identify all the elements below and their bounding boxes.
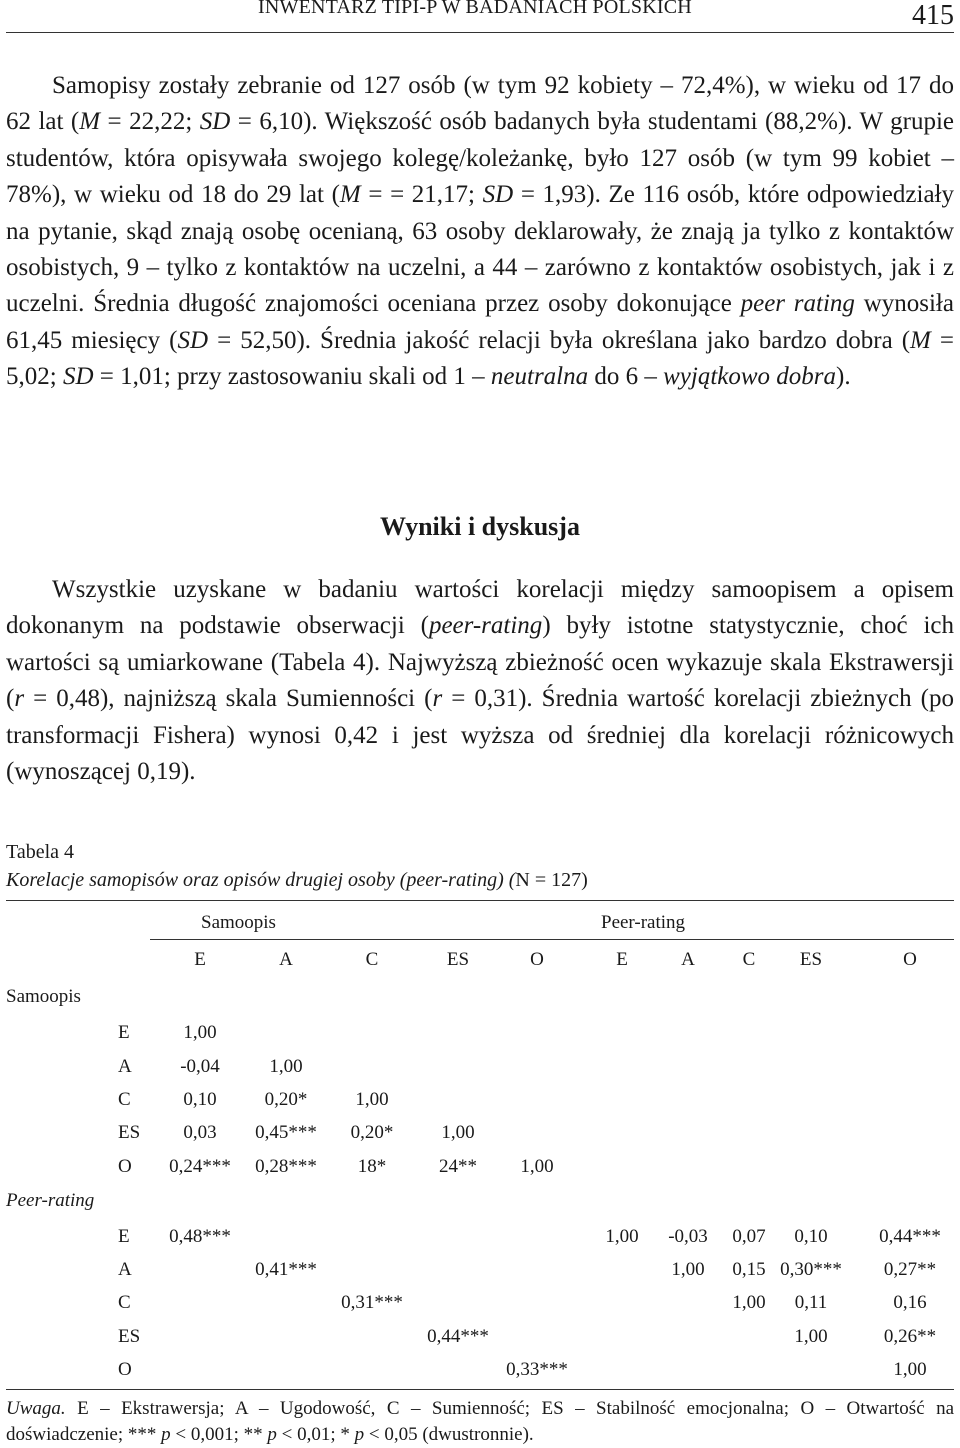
italic-run: p xyxy=(267,1424,277,1445)
table-cell: 0,48*** xyxy=(169,1226,231,1247)
text-run: < 0,01; * xyxy=(276,1424,355,1445)
table-note xyxy=(6,1396,954,1448)
text-run: ) były istotne statystycznie, choć ich wartości są umiarkowane (Tabela 4). Najwyższą zbieżność ocen wykazuje skala Ekstrawersji ( xyxy=(6,612,954,713)
column-header: C xyxy=(742,949,756,970)
table-cell: 0,44*** xyxy=(427,1326,489,1347)
row-label: ES xyxy=(118,1122,141,1143)
text-run: < 0,001; ** xyxy=(170,1424,268,1445)
row-label: E xyxy=(118,1226,130,1247)
table-label: Tabela 4 xyxy=(6,841,75,863)
italic-run: M xyxy=(339,181,361,209)
column-header: O xyxy=(530,949,544,970)
page-header xyxy=(0,0,960,40)
table-caption-italic: Korelacje samopisów oraz opisów drugiej osoby (peer-rating) ( xyxy=(6,869,516,891)
italic-run: r xyxy=(14,685,25,713)
section-heading: Wyniki i dyskusja xyxy=(380,512,580,541)
row-section-self: Samoopis xyxy=(6,986,81,1007)
table-cell: 0,44*** xyxy=(879,1226,941,1247)
italic-run: M xyxy=(79,108,101,136)
table-cell: 1,00 xyxy=(732,1292,766,1313)
table-cell: 1,00 xyxy=(441,1122,475,1143)
table-caption xyxy=(6,869,588,892)
table-bottom-rule xyxy=(6,1389,954,1390)
table-cell: 0,27** xyxy=(883,1259,937,1280)
text-run: = 1,01; przy zastosowaniu skali od 1 – xyxy=(93,363,491,391)
text-run: wynosiła 61,45 miesięcy ( xyxy=(6,290,954,354)
column-header: E xyxy=(194,949,206,970)
row-label: O xyxy=(118,1359,132,1380)
table-cell: 0,31*** xyxy=(341,1292,403,1313)
row-label: A xyxy=(118,1056,132,1077)
table-cell: 1,00 xyxy=(794,1326,828,1347)
text-run: Samopisy zostały zebranie od 127 osób (w tym 92 kobiety – 72,4%), w wieku od 17 do 62 lat ( xyxy=(6,72,954,136)
column-header: C xyxy=(365,949,379,970)
row-section-peer: Peer-rating xyxy=(6,1190,95,1211)
table-group-rule xyxy=(150,939,954,940)
text-run: ). xyxy=(836,363,851,391)
row-label: C xyxy=(118,1089,131,1110)
table-cell: 1,00 xyxy=(355,1089,389,1110)
table-cell: 0,20* xyxy=(350,1122,394,1143)
table-cell: 1,00 xyxy=(671,1259,705,1280)
italic-run: r xyxy=(432,685,443,713)
text-run: do 6 – xyxy=(588,363,664,391)
table-cell: 0,10 xyxy=(183,1089,217,1110)
italic-run: neutralna xyxy=(490,363,589,391)
text-run: = 6,10). Większość osób badanych była studentami (88,2%). W grupie studentów, która opisywała swojego kolegę/koleżankę, było 127 osób (w tym 99 kobiet – 78%), w wieku od 18 do 29 lat ( xyxy=(6,108,955,209)
column-group-peer: Peer-rating xyxy=(601,912,686,933)
text-run: = 22,22; xyxy=(100,108,200,136)
table-cell: -0,04 xyxy=(180,1056,220,1077)
column-group-self: Samoopis xyxy=(201,912,276,933)
table-cell: 0,20* xyxy=(264,1089,308,1110)
column-header: E xyxy=(616,949,628,970)
row-label: E xyxy=(118,1022,130,1043)
text-run: Wszystkie uzyskane w badaniu wartości korelacji między samoopisem a opisem dokonanym na podstawie obserwacji ( xyxy=(6,576,954,640)
italic-run: SD xyxy=(177,326,209,354)
table-cell: 0,45*** xyxy=(255,1122,317,1143)
italic-run: peer-rating xyxy=(428,612,543,640)
table-cell: 0,26** xyxy=(883,1326,937,1347)
column-header: A xyxy=(681,949,695,970)
table-cell: 1,00 xyxy=(893,1359,927,1380)
table-top-rule xyxy=(6,900,954,901)
italic-run: SD xyxy=(62,363,94,391)
table-cell: 18* xyxy=(357,1156,387,1177)
text-run: E – Ekstrawersja; A – Ugodowość, C – Sumienność; ES – Stabilność emocjonalna; O – Otwartość na doświadczenie; *** xyxy=(6,1398,954,1445)
italic-run: SD xyxy=(482,181,514,209)
table-cell: 0,41*** xyxy=(255,1259,317,1280)
text-run: = 1,93). Ze 116 osób, które odpowiedziały na pytanie, skąd znają osobę ocenianą, 63 osoby deklarowały, że znają ja tylko z kontaktów osobistych, 9 – tylko z kontaktów na uczelni, a 44 – zarówno z kontaktów osobistych, jak i z uczelni. Średnia długość znajomości oceniana przez osoby dokonujące xyxy=(6,181,954,318)
page-number: 415 xyxy=(912,0,954,31)
paragraph-results xyxy=(6,572,954,790)
table-cell: 0,30*** xyxy=(780,1259,842,1280)
table-cell: 1,00 xyxy=(520,1156,554,1177)
table-cell: 0,07 xyxy=(732,1226,766,1247)
table-cell: 0,24*** xyxy=(169,1156,231,1177)
table-cell: 0,33*** xyxy=(506,1359,568,1380)
table-cell: 1,00 xyxy=(269,1056,303,1077)
italic-run: SD xyxy=(199,108,231,136)
italic-run: M xyxy=(910,326,931,354)
row-label: O xyxy=(118,1156,132,1177)
table-cell: 0,03 xyxy=(183,1122,217,1143)
italic-run: Uwaga. xyxy=(6,1398,66,1419)
row-label: ES xyxy=(118,1326,141,1347)
italic-run: wyjątkowo dobra xyxy=(663,363,837,391)
column-header: ES xyxy=(446,949,470,970)
row-label: C xyxy=(118,1292,131,1313)
column-header: ES xyxy=(799,949,823,970)
row-label: A xyxy=(118,1259,132,1280)
text-run: = 0,31). Średnia wartość korelacji zbieżnych (po transformacji Fishera) wynosi 0,42 i jest wyższa od średniej dla korelacji różnicowych (wynoszącej 0,19). xyxy=(6,685,954,786)
table-cell: -0,03 xyxy=(668,1226,708,1247)
column-header: O xyxy=(903,949,917,970)
table-cell: 0,16 xyxy=(893,1292,927,1313)
table-caption-n: N = 127) xyxy=(515,869,588,891)
paragraph-method-sample xyxy=(6,68,954,396)
table-cell: 0,10 xyxy=(794,1226,828,1247)
text-run: = = 21,17; xyxy=(360,181,483,209)
table-cell: 1,00 xyxy=(183,1022,217,1043)
text-run: = 52,50). Średnia jakość relacji była określana jako bardzo dobra ( xyxy=(208,326,911,354)
table-cell: 24** xyxy=(439,1156,477,1177)
table-cell: 0,11 xyxy=(794,1292,828,1313)
text-run: = 5,02; xyxy=(6,326,954,391)
table-cell: 0,15 xyxy=(732,1259,766,1280)
running-title: INWENTARZ TIPI-P W BADANIACH POLSKICH xyxy=(258,0,692,18)
italic-run: p xyxy=(161,1424,171,1445)
table-cell: 1,00 xyxy=(605,1226,639,1247)
table-cell: 0,28*** xyxy=(255,1156,317,1177)
italic-run: peer rating xyxy=(740,290,855,318)
header-rule xyxy=(6,32,954,33)
column-header: A xyxy=(279,949,293,970)
text-run: < 0,05 (dwustronnie). xyxy=(364,1424,534,1445)
italic-run: p xyxy=(354,1424,365,1445)
text-run: = 0,48), najniższą skala Sumienności ( xyxy=(24,685,433,713)
